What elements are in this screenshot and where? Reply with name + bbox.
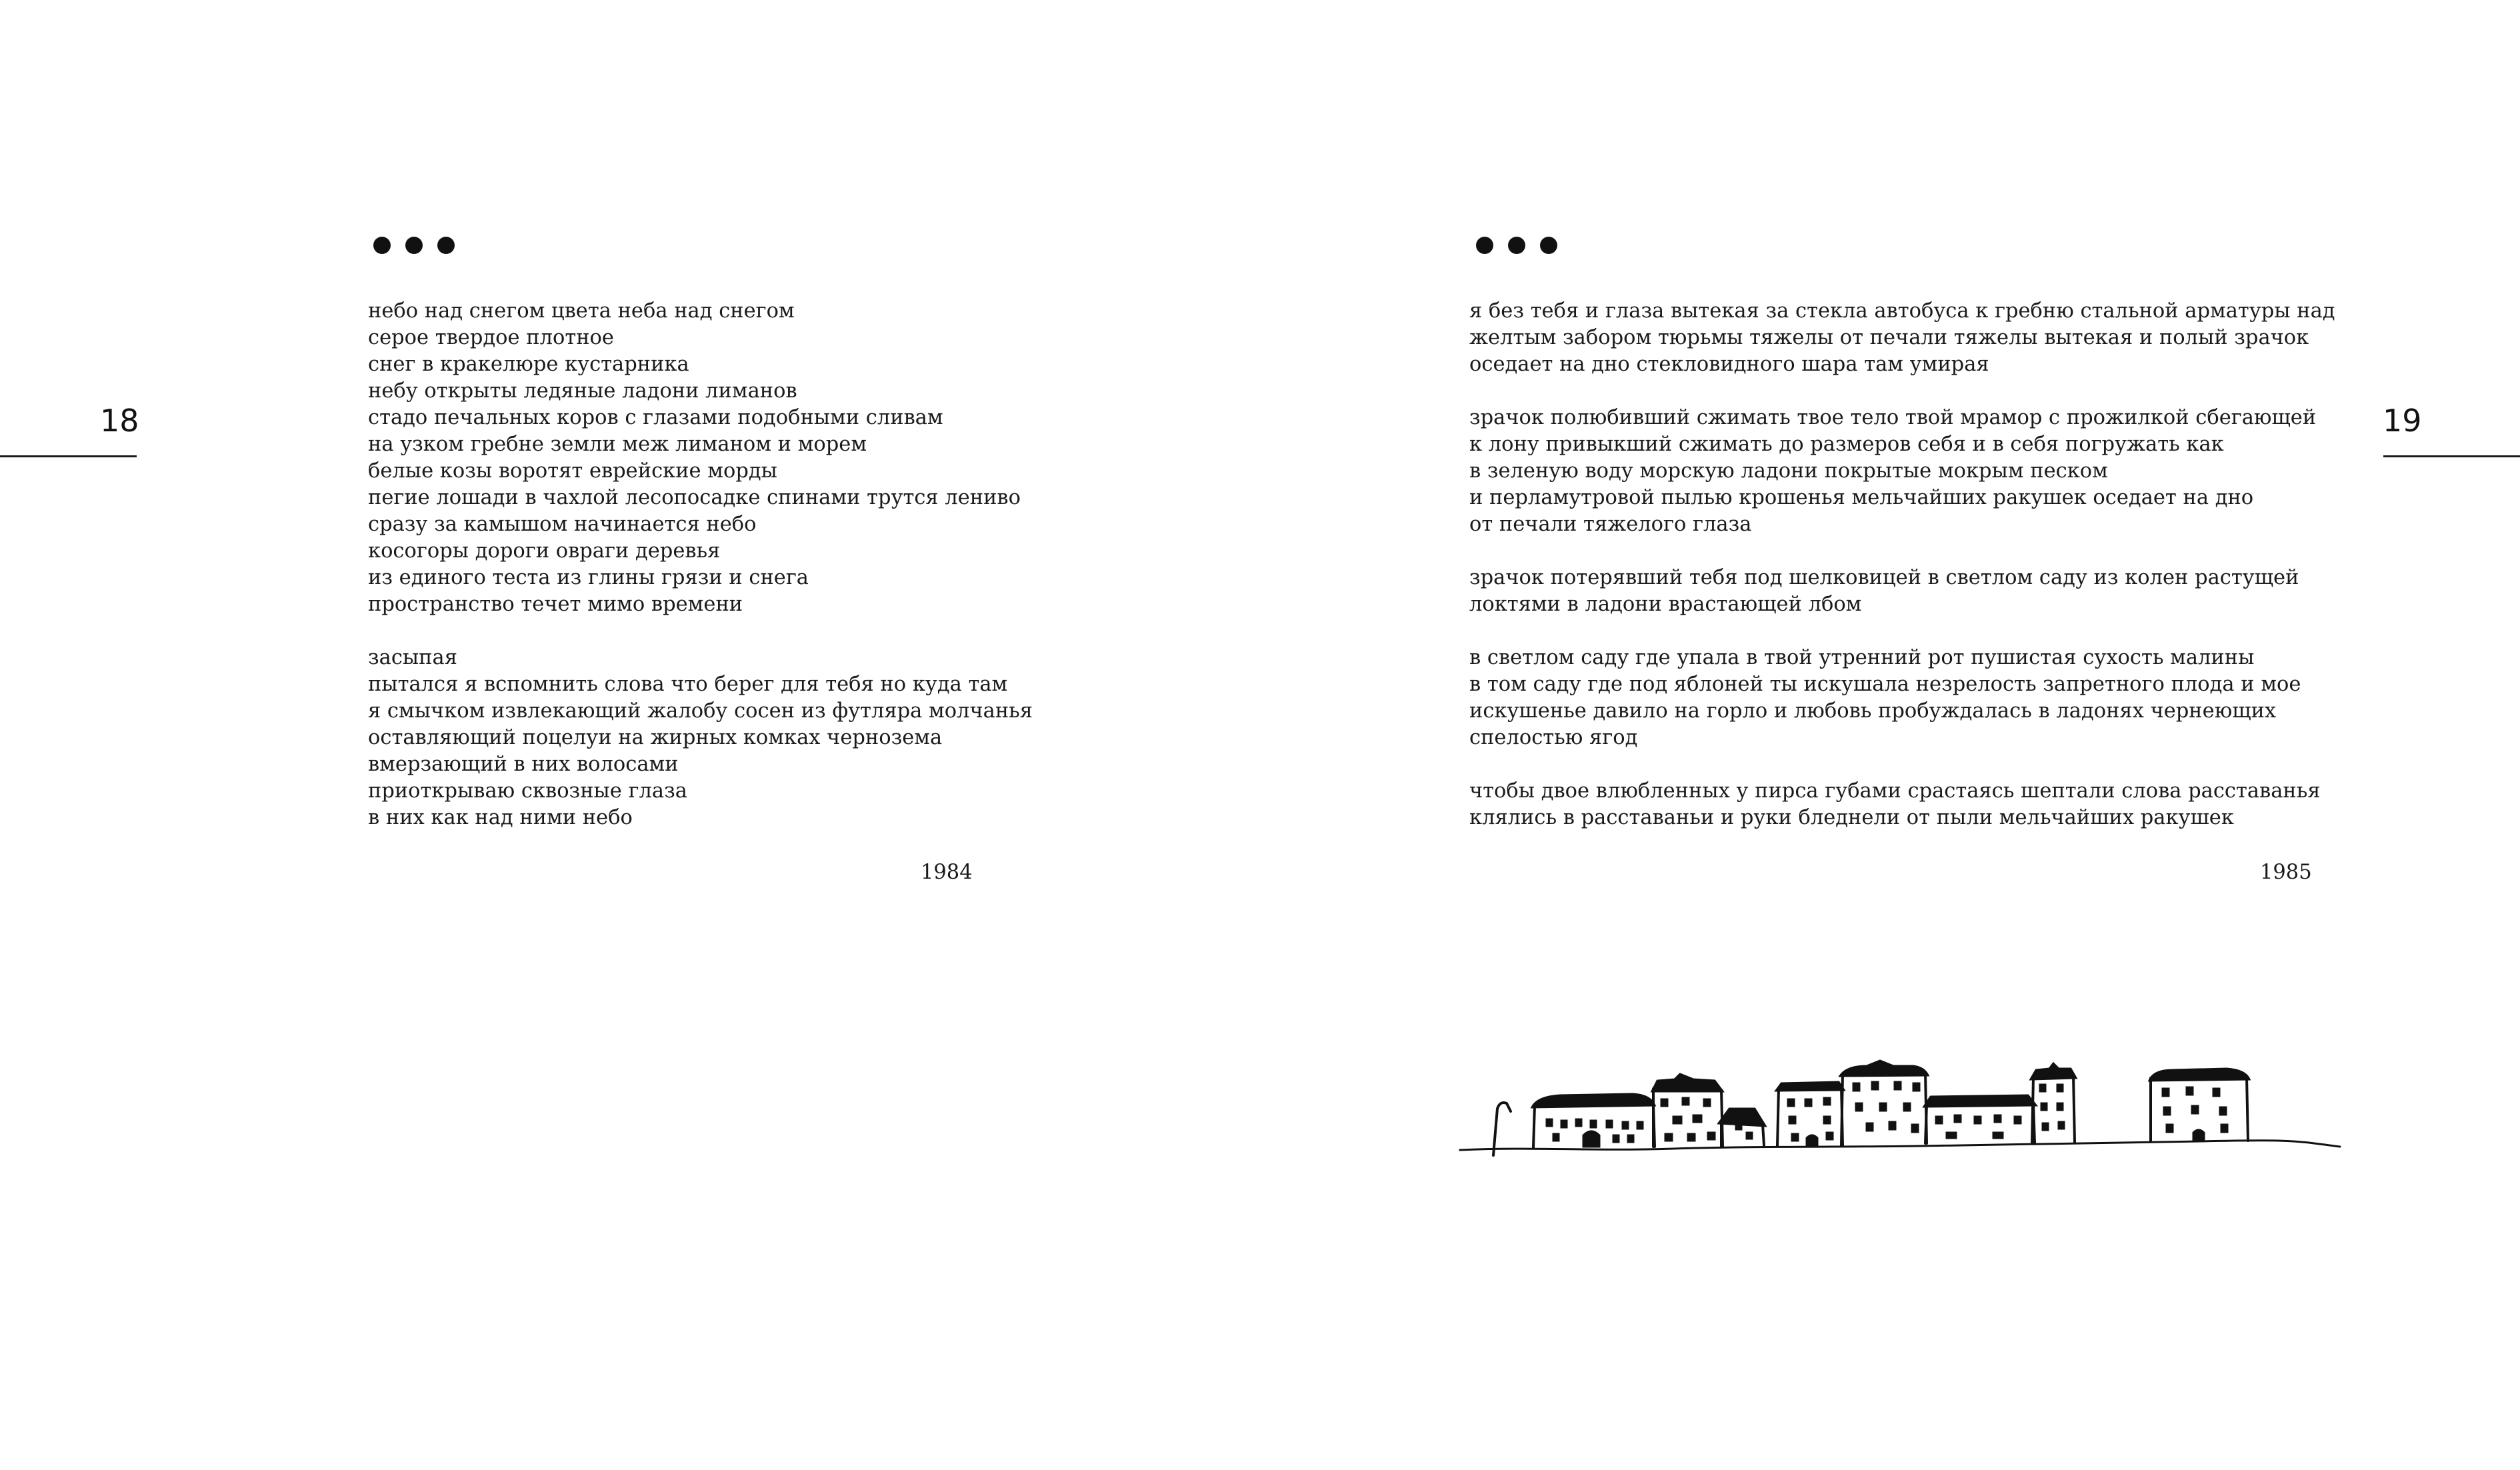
stanza (368, 298, 1061, 618)
stanza (1469, 645, 2336, 751)
poem-line: и перламутровой пылью крошенья мельчайших ракушек оседает на дно (1469, 486, 2254, 509)
poem-line: небо над снегом цвета неба над снегом (368, 299, 795, 323)
poem-line: сразу за камышом начинается небо (368, 513, 757, 536)
poem-line: в светлом саду где упала в твой утренний рот пушистая сухость малины (1469, 646, 2255, 669)
poem-line: снег в кракелюре кустарника (368, 353, 689, 376)
right-page (1260, 0, 2520, 1470)
poem-line: зрачок полюбивший сжимать твое тело твой мрамор с прожилкой сбегающей (1469, 406, 2317, 429)
dot-icon (1476, 237, 1493, 254)
dot-icon (373, 237, 391, 254)
poem-line: белые козы воротят еврейские морды (368, 459, 777, 483)
poem-line: в них как над ними небо (368, 806, 633, 829)
poem-line: стадо печальных коров с глазами подобными сливам (368, 406, 943, 429)
poem-line: вмерзающий в них волосами (368, 753, 679, 776)
poem-line: засыпая (368, 646, 457, 669)
poem-line: небу открыты ледяные ладони лиманов (368, 379, 797, 403)
poem-line: на узком гребне земли меж лиманом и морем (368, 433, 867, 456)
ornament-dots-left (373, 237, 455, 254)
townscape-sketch-illustration (1453, 1010, 2347, 1170)
poem-line: спелостью ягод (1469, 726, 1638, 749)
ornament-dots-right (1476, 237, 1557, 254)
page-number-left: 18 (100, 403, 139, 439)
dot-icon (1508, 237, 1525, 254)
poem-line: пытался я вспомнить слова что берег для тебя но куда там (368, 673, 1008, 696)
page-number-rule-left (0, 455, 137, 457)
dot-icon (405, 237, 423, 254)
poem-year-left: 1984 (921, 861, 973, 884)
poem-line: в том саду где под яблоней ты искушала незрелость запретного плода и мое (1469, 673, 2301, 696)
poem-line: искушенье давило на горло и любовь пробуждалась в ладонях чернеющих (1469, 699, 2277, 723)
poem-line: оседает на дно стекловидного шара там умирая (1469, 353, 1989, 376)
poem-line: из единого теста из глины грязи и снега (368, 566, 809, 589)
dot-icon (437, 237, 455, 254)
poem-left (368, 298, 1061, 858)
stanza (1469, 405, 2336, 538)
poem-year-right: 1985 (2260, 861, 2312, 884)
poem-line: пространство течет мимо времени (368, 593, 743, 616)
stanza (1469, 778, 2336, 831)
poem-line: локтями в ладони врастающей лбом (1469, 593, 1862, 616)
page-number-right: 19 (2383, 403, 2422, 439)
poem-line: серое твердое плотное (368, 326, 614, 349)
poem-line: желтым забором тюрьмы тяжелы от печали тяжелы вытекая и полый зрачок (1469, 326, 2309, 349)
poem-line: я без тебя и глаза вытекая за стекла автобуса к гребню стальной арматуры над (1469, 299, 2335, 323)
dot-icon (1540, 237, 1557, 254)
poem-line: оставляющий поцелуи на жирных комках чернозема (368, 726, 943, 749)
stanza (368, 645, 1061, 831)
poem-line: от печали тяжелого глаза (1469, 513, 1752, 536)
poem-line: к лону привыкший сжимать до размеров себя и в себя погружать как (1469, 433, 2224, 456)
poem-line: чтобы двое влюбленных у пирса губами срастаясь шептали слова расставанья (1469, 779, 2321, 803)
poem-line: зрачок потерявший тебя под шелковицей в светлом саду из колен растущей (1469, 566, 2299, 589)
poem-line: я смычком извлекающий жалобу сосен из футляра молчанья (368, 699, 1033, 723)
stanza (1469, 298, 2336, 378)
poem-line: клялись в расставаньи и руки бледнели от пыли мельчайших ракушек (1469, 806, 2234, 829)
poem-line: пегие лошади в чахлой лесопосадке спинами трутся лениво (368, 486, 1021, 509)
stanza (1469, 565, 2336, 618)
poem-line: в зеленую воду морскую ладони покрытые мокрым песком (1469, 459, 2108, 483)
page-number-rule-right (2383, 455, 2520, 457)
poem-right (1469, 298, 2336, 858)
poem-line: косогоры дороги овраги деревья (368, 539, 721, 563)
poem-line: приоткрываю сквозные глаза (368, 779, 687, 803)
